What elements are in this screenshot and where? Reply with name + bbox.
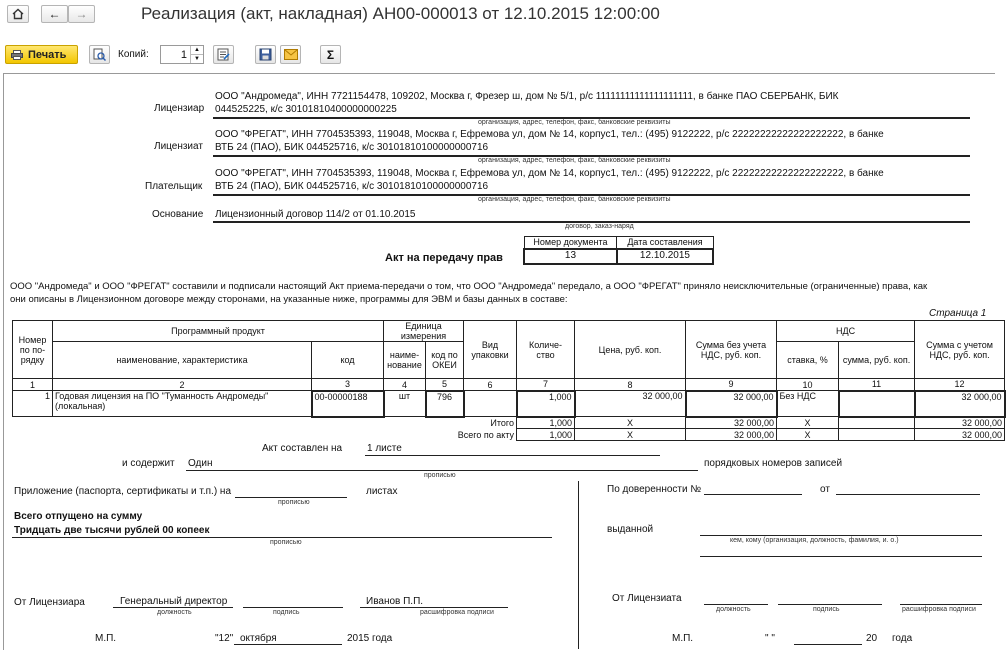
licensee-position-underline (704, 604, 768, 605)
forward-button[interactable] (68, 5, 95, 23)
total-row (13, 429, 1005, 441)
signature-underline (243, 607, 343, 608)
total-total: 32 000,00 (915, 429, 1005, 441)
home-button[interactable] (7, 5, 29, 23)
attachment-underline (235, 497, 347, 498)
total-rate: X (777, 429, 839, 441)
itogo-vat (839, 417, 915, 429)
itogo-sum: 32 000,00 (686, 417, 777, 429)
issued-caption: кем, кому (организация, должность, фамилия, и. о.) (730, 537, 899, 544)
date-day: "12" (215, 633, 234, 644)
basis-caption: договор, заказ-наряд (565, 223, 634, 230)
count-caption: прописью (424, 472, 456, 479)
itogo-label: Итого (490, 418, 515, 428)
copies-value: 1 (180, 49, 187, 61)
issued-underline (700, 535, 982, 536)
edit-document-button[interactable] (213, 45, 234, 64)
signature-caption: подпись (273, 609, 300, 616)
licensor-line2: 044525225, к/с 30101810400000000225 (215, 104, 397, 115)
licensee-signer-underline (900, 604, 982, 605)
records-label: порядковых номеров записей (704, 458, 843, 469)
forward-arrow-icon: → (75, 7, 88, 21)
column-divider (578, 481, 579, 649)
printer-icon (11, 50, 23, 60)
licensee-signature-caption: подпись (813, 606, 840, 613)
attachment-caption: прописью (278, 499, 310, 506)
edit-document-icon (217, 48, 230, 61)
stamp-right-label: М.П. (672, 633, 694, 644)
header-sum-vat: Сумма с учетом НДС, руб. коп. (915, 321, 1005, 379)
payer-line1: ООО "ФРЕГАТ", ИНН 7704535393, 119048, Москва г, Ефремова ул, дом № 14, корпус1, тел.: (495) 9122222, р/с 22222222222222222222, в банке (215, 168, 884, 179)
doc-number-header: Номер документа (524, 237, 617, 249)
back-arrow-icon: ← (48, 7, 61, 21)
sheets-underline (365, 455, 660, 456)
header-pack: Вид упаковки (464, 321, 517, 379)
total-price: X (575, 429, 686, 441)
composed-on-label: Акт составлен на (262, 443, 343, 454)
document-title: Акт на передачу прав (385, 252, 503, 264)
col-number-9: 9 (686, 379, 777, 391)
total-qty: 1,000 (517, 429, 575, 441)
col-number-7: 7 (517, 379, 575, 391)
date-year: 2015 года (347, 633, 393, 644)
payer-caption: организация, адрес, телефон, факс, банковские реквизиты (478, 196, 671, 203)
total-sum: 32 000,00 (686, 429, 777, 441)
row-price: 32 000,00 (575, 391, 686, 417)
intro-line1: ООО "Андромеда" и ООО "ФРЕГАТ" составили и подписали настоящий Акт приема-передачи о том, что ООО "Андромеда" передало, а ООО "ФРЕГАТ" приняло неисключительные (ограниченные) права, как (10, 281, 928, 292)
header-code: код (312, 342, 384, 379)
row-vat (839, 391, 915, 417)
attachment-label: Приложение (паспорта, сертификаты и т.п.) на (14, 486, 232, 497)
sheets-value: 1 листе (367, 443, 402, 454)
intro-line2: они описаны в Лицензионном договоре между сторонами, на указанные ниже, программы для ЭВМ и базы данных в составе: (10, 294, 568, 305)
licensor-caption: организация, адрес, телефон, факс, банковские реквизиты (478, 119, 671, 126)
copies-stepper[interactable] (160, 45, 204, 64)
doc-number-table (523, 236, 714, 265)
row-rate: Без НДС (777, 391, 839, 417)
month-underline (234, 644, 342, 645)
row-code: 00-00000188 (312, 391, 384, 417)
col-number-6: 6 (464, 379, 517, 391)
itogo-total: 32 000,00 (915, 417, 1005, 429)
save-button[interactable] (255, 45, 276, 64)
col-number-5: 5 (426, 379, 464, 391)
envelope-icon (284, 49, 298, 60)
date-day-right: " " (765, 633, 775, 644)
licensee-line2: ВТБ 24 (ПАО), БИК 044525716, к/с 30101810100000000716 (215, 142, 489, 153)
header-unit: Единица измерения (384, 321, 464, 342)
contains-label: и содержит (122, 458, 175, 469)
header-vat-sum: сумма, руб. коп. (839, 342, 915, 379)
total-label: Всего по акту (457, 429, 515, 440)
issued-label: выданной (607, 524, 654, 535)
signer-underline (360, 607, 508, 608)
doc-date-header: Дата составления (617, 237, 713, 249)
header-rate: ставка, % (777, 342, 839, 379)
header-name: наименование, характеристика (53, 342, 312, 379)
row-sum: 32 000,00 (686, 391, 777, 417)
col-number-8: 8 (575, 379, 686, 391)
sheets-label: листах (366, 486, 398, 497)
page-label: Страница 1 (929, 308, 987, 319)
header-sum-novat: Сумма без учета НДС, руб. коп. (686, 321, 777, 379)
itogo-row (13, 417, 1005, 429)
licensee-caption: организация, адрес, телефон, факс, банковские реквизиты (478, 157, 671, 164)
count-underline (186, 470, 698, 471)
header-price: Цена, руб. коп. (575, 321, 686, 379)
col-number-2: 2 (53, 379, 312, 391)
header-qty: Количе- ство (517, 321, 575, 379)
position-underline (113, 607, 233, 608)
home-icon (12, 8, 24, 20)
released-label: Всего отпущено на сумму (14, 511, 143, 522)
basis-label: Основание (152, 209, 204, 220)
licensor-signer: Иванов П.П. (366, 596, 424, 607)
released-caption: прописью (270, 539, 302, 546)
col-number-1: 1 (13, 379, 53, 391)
date-month: октября (240, 633, 277, 644)
month-right-underline (794, 644, 862, 645)
stamp-label: М.П. (95, 633, 117, 644)
licensee-signer-caption: расшифровка подписи (902, 606, 976, 613)
licensor-line1: ООО "Андромеда", ИНН 7721154478, 109202, Москва г, Фрезер ш, дом № 5/1, р/с 11111111111111111111, в банке ПАО СБЕРБАНК, БИК (215, 91, 839, 102)
sigma-icon: Σ (326, 47, 335, 62)
window-title: Реализация (акт, накладная) АН00-000013 от 12.10.2015 12:00:00 (141, 4, 660, 23)
preview-icon (93, 48, 106, 61)
header-product: Программный продукт (53, 321, 384, 342)
poa-from-label: от (820, 484, 830, 495)
header-unit-name: наиме- нование (384, 342, 426, 379)
preview-button[interactable] (89, 45, 110, 64)
col-number-4: 4 (384, 379, 426, 391)
col-number-3: 3 (312, 379, 384, 391)
row-number: 1 (13, 391, 53, 417)
count-words: Один (188, 458, 213, 469)
licensee-label: Лицензиат (154, 141, 203, 152)
row-qty: 1,000 (517, 391, 575, 417)
itogo-price: X (575, 417, 686, 429)
issued-underline-2 (700, 556, 982, 557)
position-caption: должность (157, 609, 192, 616)
col-number-12: 12 (915, 379, 1005, 391)
copies-label: Копий: (118, 49, 149, 60)
table-row (13, 391, 1005, 417)
itogo-rate: X (777, 417, 839, 429)
doc-date: 12.10.2015 (617, 249, 713, 264)
send-email-button[interactable] (280, 45, 301, 64)
year-prefix: 20 (866, 633, 878, 644)
poa-date-underline (836, 494, 980, 495)
print-button[interactable] (5, 45, 78, 64)
from-licensor-label: От Лицензиара (14, 597, 85, 608)
floppy-disk-icon (259, 48, 272, 61)
from-licensee-label: От Лицензиата (612, 593, 682, 604)
col-number-10: 10 (777, 379, 839, 391)
print-label: Печать (28, 48, 67, 61)
row-name: Годовая лицензия на ПО "Туманность Андромеды" (локальная) (53, 391, 312, 417)
total-vat (839, 429, 915, 441)
year-suffix: года (892, 633, 913, 644)
back-button[interactable] (41, 5, 68, 23)
row-okei: 796 (426, 391, 464, 417)
licensee-line1: ООО "ФРЕГАТ", ИНН 7704535393, 119048, Москва г, Ефремова ул, дом № 14, корпус1, тел.: (495) 9122222, р/с 22222222222222222222, в банке (215, 129, 884, 140)
items-table (12, 320, 1006, 441)
poa-number-underline (704, 494, 802, 495)
row-unit: шт (384, 391, 426, 417)
payer-line2: ВТБ 24 (ПАО), БИК 044525716, к/с 30101810100000000716 (215, 181, 489, 192)
basis-value: Лицензионный договор 114/2 от 01.10.2015 (215, 209, 416, 220)
header-vat: НДС (777, 321, 915, 342)
released-amount: Тридцать две тысячи рублей 00 копеек (14, 525, 210, 536)
licensee-position-caption: должность (716, 606, 751, 613)
sum-button[interactable] (320, 45, 341, 64)
col-number-11: 11 (839, 379, 915, 391)
row-pack (464, 391, 517, 417)
licensor-label: Лицензиар (154, 103, 205, 114)
stepper-up-icon[interactable]: ▲ (190, 46, 203, 55)
header-number: Номер по по- рядку (13, 321, 53, 379)
signer-caption: расшифровка подписи (420, 609, 494, 616)
poa-label: По доверенности № (607, 484, 702, 495)
payer-label: Плательщик (145, 181, 203, 192)
itogo-qty: 1,000 (517, 417, 575, 429)
row-total: 32 000,00 (915, 391, 1005, 417)
stepper-down-icon[interactable]: ▼ (190, 55, 203, 63)
released-underline (12, 537, 552, 538)
header-okei: код по ОКЕИ (426, 342, 464, 379)
licensor-position: Генеральный директор (120, 596, 228, 607)
doc-number: 13 (524, 249, 617, 264)
licensee-signature-underline (778, 604, 882, 605)
